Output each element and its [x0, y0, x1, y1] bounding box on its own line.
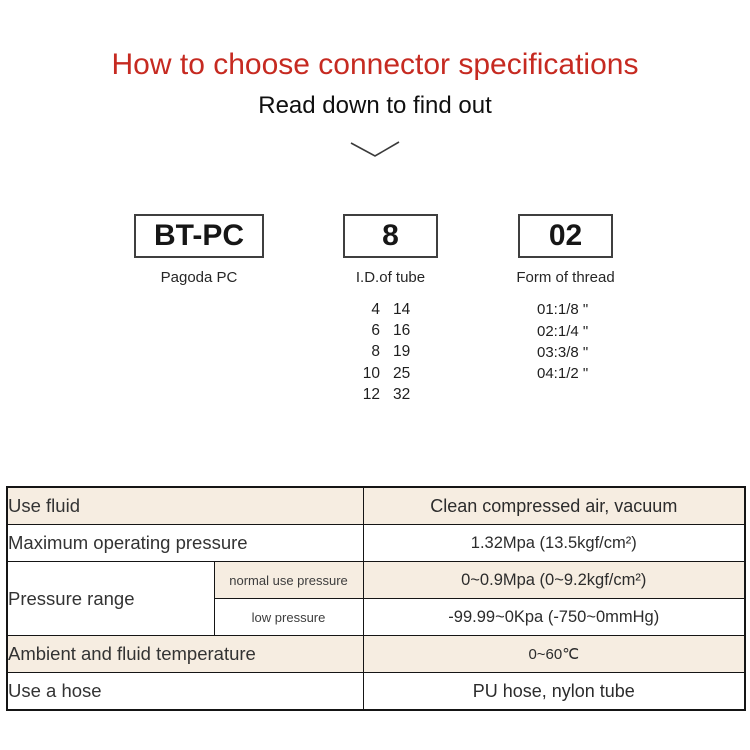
row-value: PU hose, nylon tube	[363, 673, 745, 711]
tube-size-row	[352, 363, 410, 384]
code-segment-thread	[518, 214, 613, 286]
table-row-use-fluid	[7, 487, 745, 525]
tube-size-value: 14	[393, 300, 411, 318]
table-row-temperature	[7, 636, 745, 673]
thread-option: 02:1/4 "	[537, 322, 589, 340]
chevron-down-icon	[345, 137, 405, 163]
tube-size-value: 10	[362, 364, 380, 382]
row-sublabel: low pressure	[214, 599, 363, 636]
row-value: Clean compressed air, vacuum	[363, 487, 745, 525]
tube-size-value: 32	[393, 386, 411, 404]
tube-id-code-box	[343, 214, 438, 258]
table-row-pressure-normal	[7, 562, 745, 599]
page-title: How to choose connector specifications	[111, 48, 639, 81]
thread-code: 02	[548, 219, 583, 252]
thread-code-label: Form of thread	[516, 269, 615, 286]
thread-options	[537, 299, 588, 385]
tube-id-code: 8	[382, 219, 399, 252]
row-sublabel: normal use pressure	[214, 562, 363, 599]
thread-option: 01:1/8 "	[537, 301, 589, 319]
tube-size-options	[352, 299, 410, 406]
row-value: 0~60℃	[363, 636, 745, 673]
code-segment-tube-id	[343, 214, 438, 286]
tube-size-row	[352, 385, 410, 406]
page-subtitle: Read down to find out	[258, 92, 492, 119]
tube-size-value: 25	[393, 364, 411, 382]
tube-size-value: 8	[371, 343, 380, 361]
tube-size-value: 6	[371, 322, 380, 340]
row-value: 1.32Mpa (13.5kgf/cm²)	[363, 525, 745, 562]
code-segment-series	[134, 214, 264, 286]
table-row-hose	[7, 673, 745, 711]
row-value: 0~0.9Mpa (0~9.2kgf/cm²)	[363, 562, 745, 599]
table-row-max-pressure	[7, 525, 745, 562]
row-label: Ambient and fluid temperature	[7, 636, 363, 673]
tube-size-value: 12	[362, 386, 380, 404]
tube-size-row	[352, 299, 410, 320]
row-label: Use a hose	[7, 673, 363, 711]
row-label-pressure-range: Pressure range	[7, 562, 214, 636]
row-label: Use fluid	[7, 487, 363, 525]
series-code: BT-PC	[154, 219, 244, 252]
row-label: Maximum operating pressure	[7, 525, 363, 562]
row-value: -99.99~0Kpa (-750~0mmHg)	[363, 599, 745, 636]
thread-option: 03:3/8 "	[537, 343, 589, 361]
tube-size-row	[352, 342, 410, 363]
series-code-label: Pagoda PC	[160, 269, 238, 286]
tube-size-value: 16	[393, 322, 411, 340]
tube-size-value: 4	[371, 300, 380, 318]
tube-size-value: 19	[393, 343, 411, 361]
thread-option: 04:1/2 "	[537, 365, 589, 383]
tube-size-row	[352, 320, 410, 341]
tube-id-code-label: I.D.of tube	[355, 269, 426, 286]
series-code-box	[134, 214, 264, 258]
thread-code-box	[518, 214, 613, 258]
spec-table	[6, 486, 746, 711]
